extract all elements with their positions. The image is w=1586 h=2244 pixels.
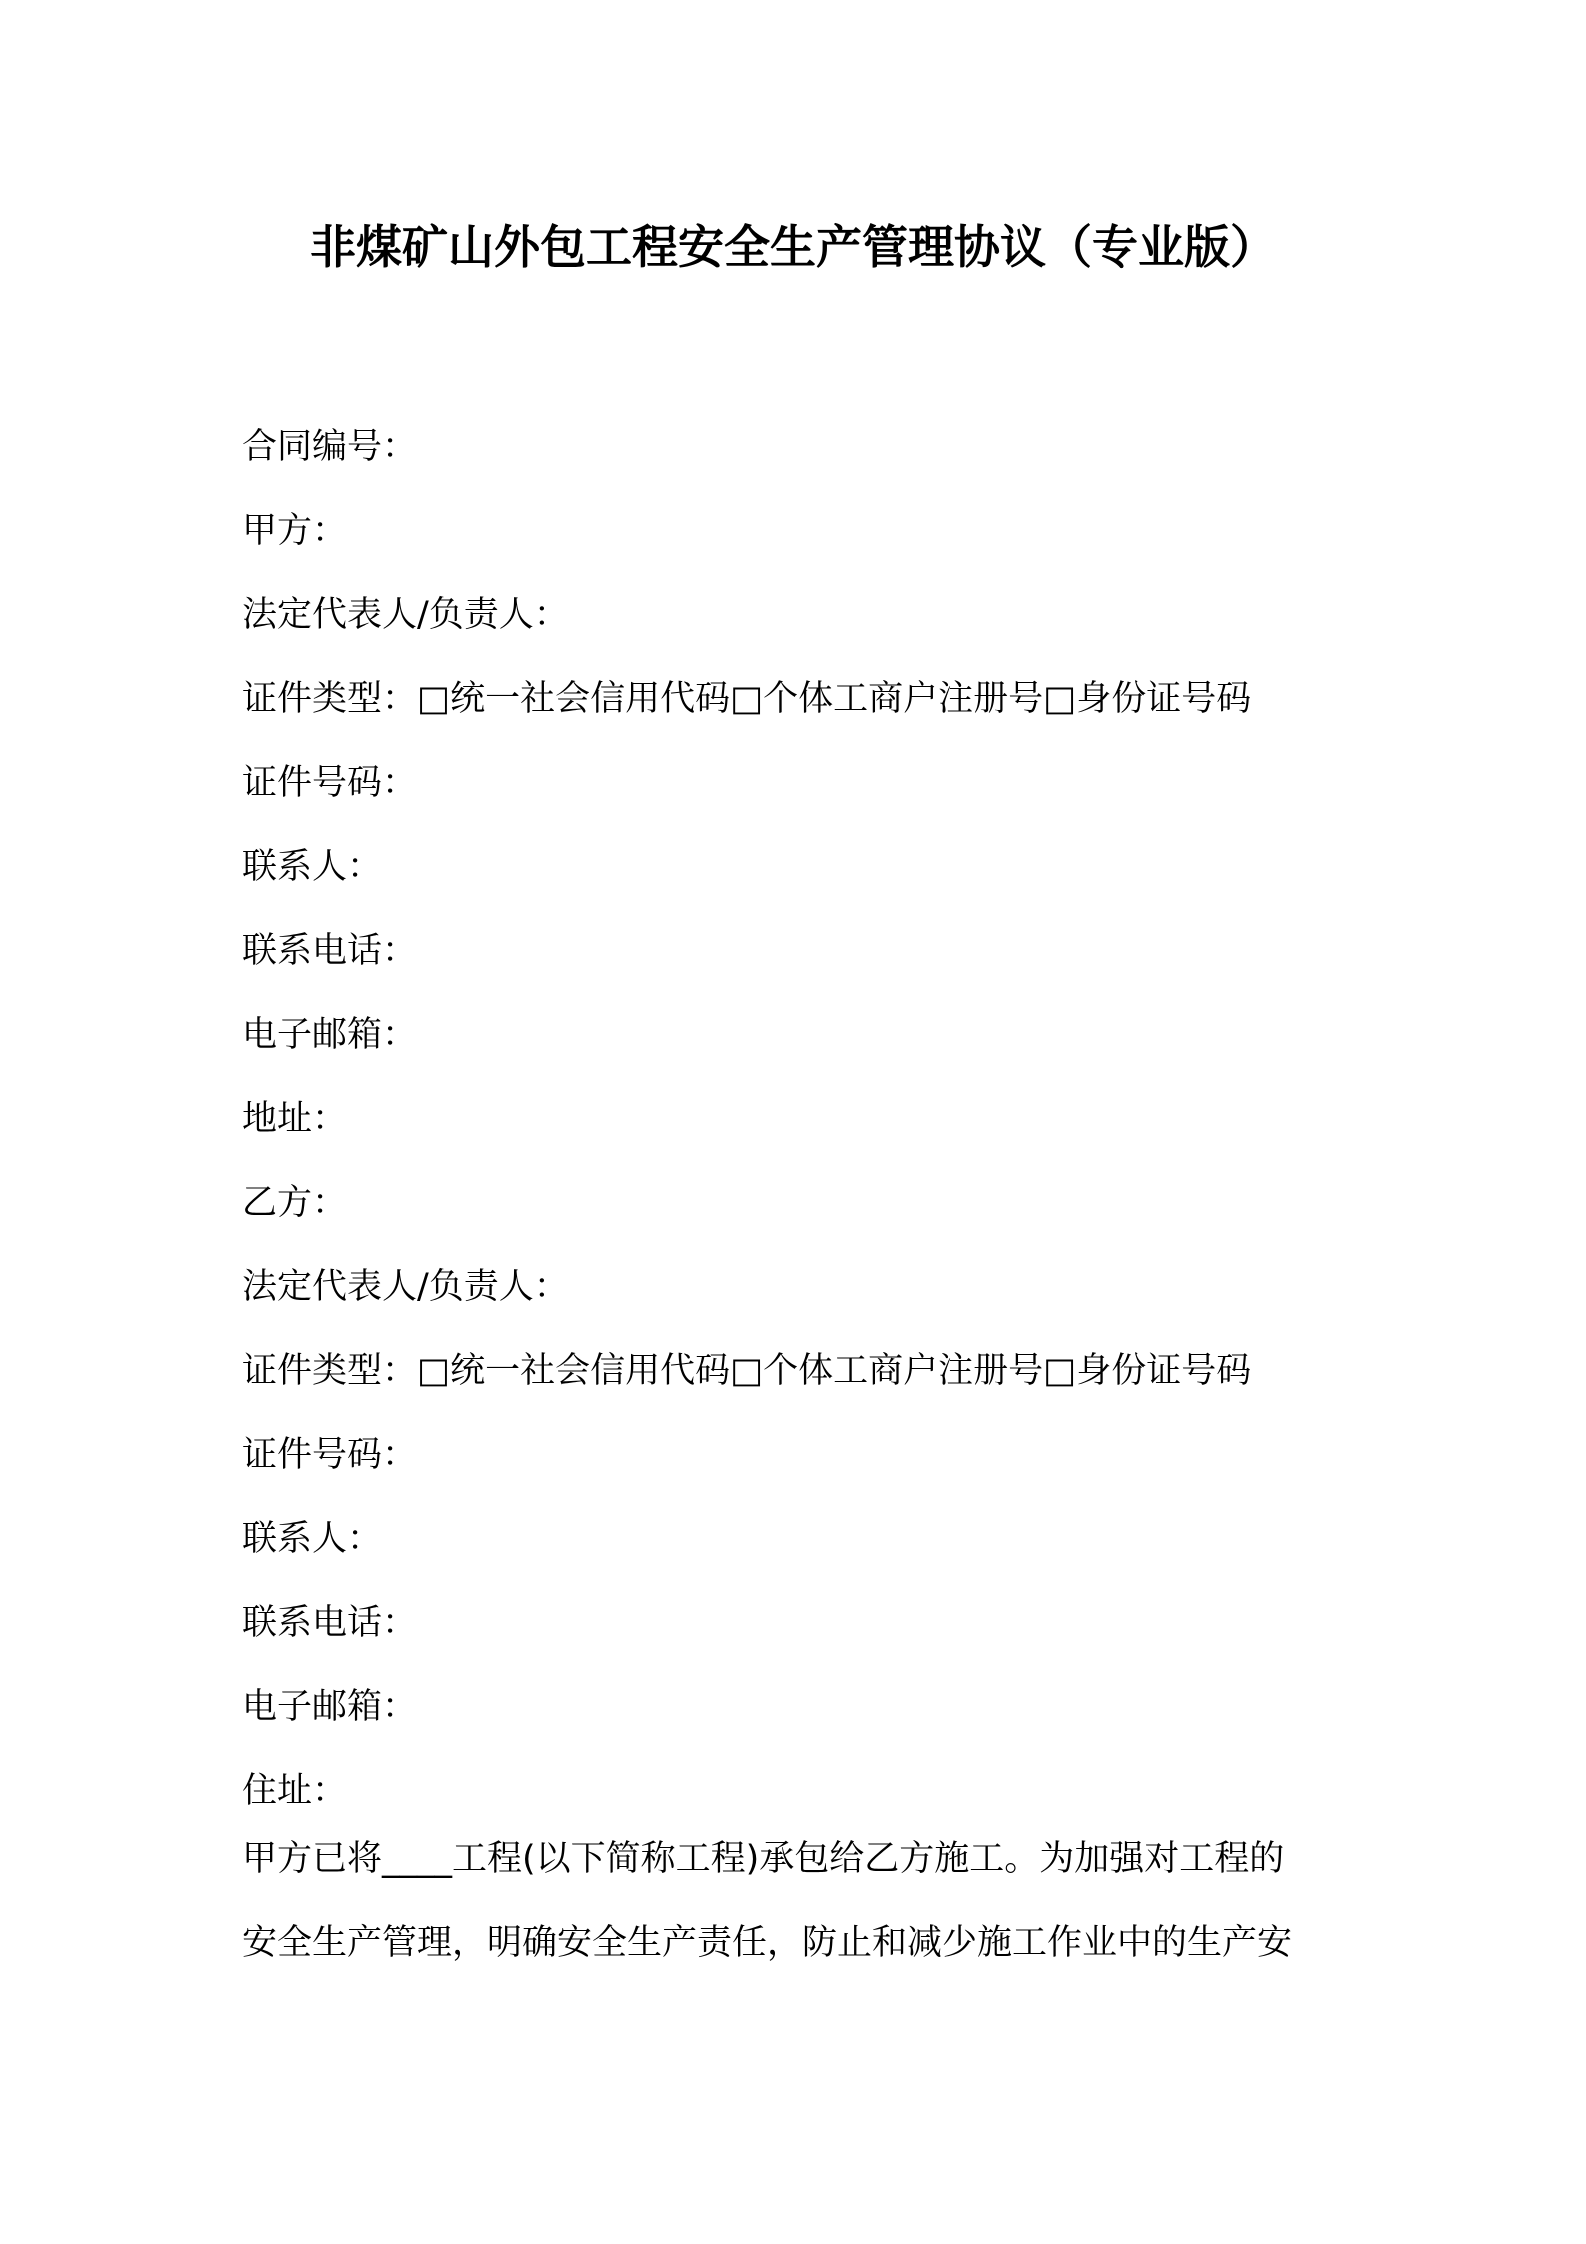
field-party-b-id-type: 证件类型：□统一社会信用代码□个体工商户注册号□身份证号码 [242, 1351, 1252, 1391]
field-party-a-phone: 联系电话： [242, 931, 418, 971]
field-party-a: 甲方： [242, 511, 348, 551]
field-party-a-email: 电子邮箱： [242, 1015, 418, 1055]
field-party-a-id-number: 证件号码： [242, 763, 418, 803]
agreement-body-paragraph [242, 1817, 1362, 1985]
party-info-fields [242, 405, 1362, 1833]
field-party-b-legal-rep: 法定代表人/负责人： [242, 1267, 569, 1307]
field-party-a-address: 地址： [242, 1099, 348, 1139]
field-party-b-residence: 住址： [242, 1771, 348, 1811]
field-contract-number: 合同编号： [242, 427, 418, 467]
body-line: 安全生产管理，明确安全生产责任，防止和减少施工作业中的生产安 [242, 1923, 1293, 1963]
field-party-b-email: 电子邮箱： [242, 1687, 418, 1727]
field-party-b-contact: 联系人： [242, 1519, 383, 1559]
document-title: 非煤矿山外包工程安全生产管理协议（专业版） [310, 220, 1276, 274]
field-party-b: 乙方： [242, 1183, 348, 1223]
field-party-b-phone: 联系电话： [242, 1603, 418, 1643]
field-party-b-id-number: 证件号码： [242, 1435, 418, 1475]
body-line: 甲方已将____工程(以下简称工程)承包给乙方施工。为加强对工程的 [242, 1839, 1285, 1879]
field-party-a-id-type: 证件类型：□统一社会信用代码□个体工商户注册号□身份证号码 [242, 679, 1252, 719]
field-party-a-legal-rep: 法定代表人/负责人： [242, 595, 569, 635]
field-party-a-contact: 联系人： [242, 847, 383, 887]
